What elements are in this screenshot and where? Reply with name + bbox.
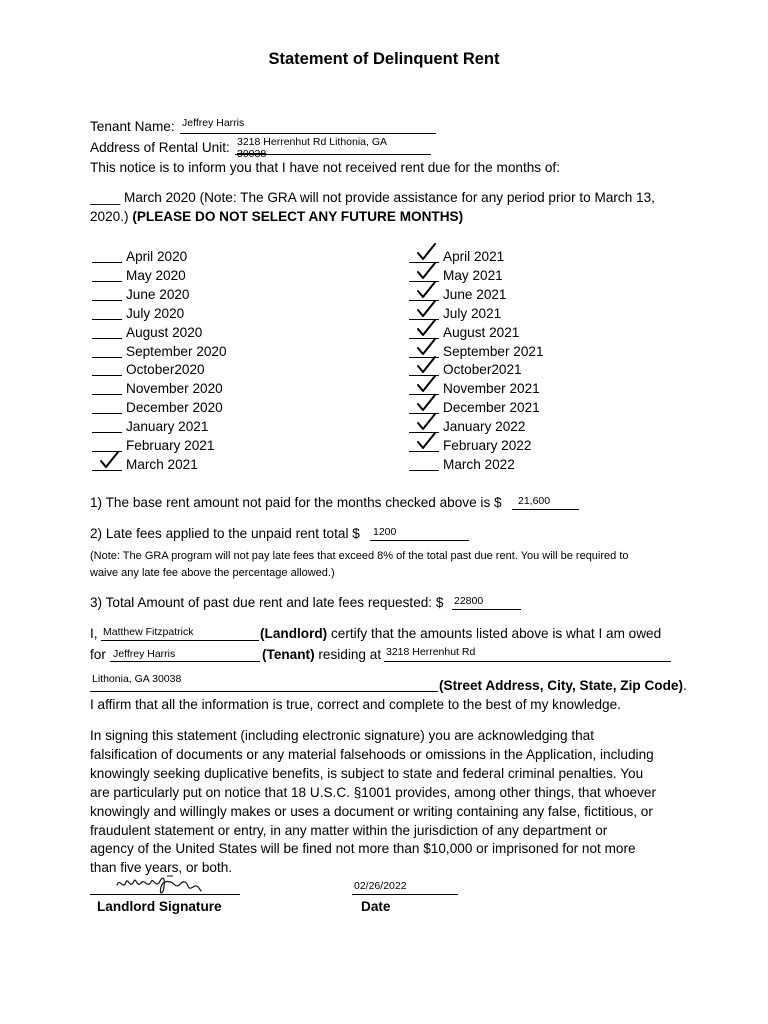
month-blank[interactable] [92,432,122,433]
march2020-text: March 2020 (Note: The GRA will not provide assistance for any period prior to March 13, [124,190,655,205]
certify-line2 [262,646,381,664]
month-label: December 2020 [126,400,223,416]
month-label: February 2021 [126,438,215,453]
month-label: June 2021 [443,286,507,302]
legal-line: are particularly put on notice that 18 U.S.C. §1001 provides, among other things, that whoever [90,784,656,800]
checkmark-icon [415,242,437,262]
date-underline [352,894,458,895]
late-fees-underline [370,540,469,541]
month-label: September 2020 [126,343,227,359]
tenant-name-label: Tenant Name: [90,119,175,134]
month-label: January 2022 [443,419,526,435]
certify-line1 [260,625,661,643]
month-label: February 2022 [443,438,532,453]
no-future-months-warning: (PLEASE DO NOT SELECT ANY FUTURE MONTHS) [132,209,464,224]
month-label: January 2021 [126,419,209,435]
address-label: Address of Rental Unit: [90,140,230,155]
march2020-text2: 2020.) [90,209,133,224]
affirm-text: I affirm that all the information is true, correct and complete to the best of my knowledge. [90,697,621,712]
total-field[interactable]: 22800 [454,595,484,607]
month-label: May 2020 [126,267,186,283]
address-field-line2[interactable]: 30038 [237,148,267,160]
checkmark-icon [415,318,437,338]
checkmark-icon [415,299,437,319]
landlord-signature-label: Landlord Signature [97,899,222,914]
legal-line: In signing this statement (including electronic signature) you are acknowledging that [90,728,595,743]
month-label: March 2021 [126,456,198,472]
residing-text: residing at [314,647,382,662]
month-label: July 2021 [443,305,502,321]
landlord-role: (Landlord) [260,626,328,641]
city-field[interactable]: Lithonia, GA 30038 [92,673,182,685]
late-fees-label: 2) Late fees applied to the unpaid rent total $ [90,526,360,541]
address-hint-end: . [682,678,687,693]
month-label: October2020 [126,362,205,378]
checkmark-icon [415,393,437,413]
late-fee-note-line2: waive any late fee above the percentage allowed.) [90,567,335,579]
month-blank[interactable] [409,470,439,471]
month-blank[interactable] [409,451,439,452]
month-blank[interactable] [92,338,122,339]
month-blank[interactable] [92,300,122,301]
month-label: August 2021 [443,324,520,340]
checkmark-icon [415,431,437,451]
month-blank[interactable] [92,319,122,320]
month-blank[interactable] [92,470,122,471]
month-label: September 2021 [443,343,544,359]
checkmark-icon [415,337,437,357]
city-underline [90,691,438,692]
legal-line: agency of the United States will be fined not more than $10,000 or imprisoned for not more [90,841,636,857]
late-fee-note-line1: (Note: The GRA program will not pay late fees that exceed 8% of the total past due rent. You will be required to [90,550,629,562]
tenant-role: (Tenant) [262,647,315,662]
tenant-name-underline [180,133,436,134]
month-label: June 2020 [126,286,190,302]
checkmark-icon [415,412,437,432]
document-title: Statement of Delinquent Rent [268,50,500,68]
residing-underline [384,661,671,662]
march2020-line1 [90,189,655,207]
legal-line: than five years, or both. [90,860,233,876]
late-fees-field[interactable]: 1200 [373,526,397,538]
notice-text: This notice is to inform you that I have not received rent due for the months of: [90,160,560,175]
legal-line: fraudulent statement or entry, in any matter within the jurisdiction of any department or [90,822,608,838]
total-label: 3) Total Amount of past due rent and late fees requested: $ [90,595,444,610]
base-rent-underline [512,509,579,510]
tenant-name-field[interactable]: Jeffrey Harris [182,117,245,129]
certify-i-label: I, [90,626,98,641]
month-label: April 2021 [443,249,505,264]
month-label: July 2020 [126,305,185,321]
month-blank[interactable] [92,357,122,358]
address-hint [439,677,687,695]
total-underline [452,609,521,610]
base-rent-label: 1) The base rent amount not paid for the months checked above is $ [90,495,502,510]
month-blank[interactable] [92,375,122,376]
month-blank[interactable] [92,394,122,395]
month-label: May 2021 [443,267,503,283]
address-field-line1[interactable]: 3218 Herrenhut Rd Lithonia, GA [237,136,388,148]
month-blank[interactable] [92,281,122,282]
month-label: March 2022 [443,456,515,472]
month-label: August 2020 [126,324,203,340]
checkmark-icon [415,280,437,300]
residing-field[interactable]: 3218 Herrenhut Rd [386,646,476,658]
checkmark-icon [415,374,437,394]
march2020-line2 [90,208,463,226]
legal-line: knowingly and willingly makes or uses a document or writing containing any false, fictitious, or [90,803,653,819]
checkmark-icon [415,261,437,281]
month-label: October2021 [443,362,522,378]
month-label: November 2021 [443,381,540,397]
for-label: for [90,647,106,662]
month-blank[interactable] [92,262,122,263]
landlord-name-field[interactable]: Matthew Fitzpatrick [103,626,194,638]
address-hint-bold: (Street Address, City, State, Zip Code) [439,678,683,693]
march2020-blank[interactable]: ____ [90,190,125,205]
landlord-name-underline [101,640,259,641]
legal-line: knowingly seeking duplicative benefits, is subject to state and federal criminal penalties. You [90,765,644,781]
tenant-underline [110,661,260,662]
tenant-field[interactable]: Jeffrey Harris [113,648,176,660]
checkmark-icon [415,355,437,375]
month-label: December 2021 [443,400,540,416]
month-label: April 2020 [126,249,188,264]
legal-line: falsification of documents or any material falsehoods or omissions in the Application, including [90,746,654,762]
checkmark-icon [98,450,120,470]
month-blank[interactable] [92,413,122,414]
month-label: November 2020 [126,381,223,397]
landlord-handwritten-signature [115,873,205,899]
base-rent-field[interactable]: 21,600 [518,495,551,507]
date-field[interactable]: 02/26/2022 [354,880,407,892]
certify-text: certify that the amounts listed above is what I am owed [327,626,662,641]
date-label: Date [361,899,391,914]
